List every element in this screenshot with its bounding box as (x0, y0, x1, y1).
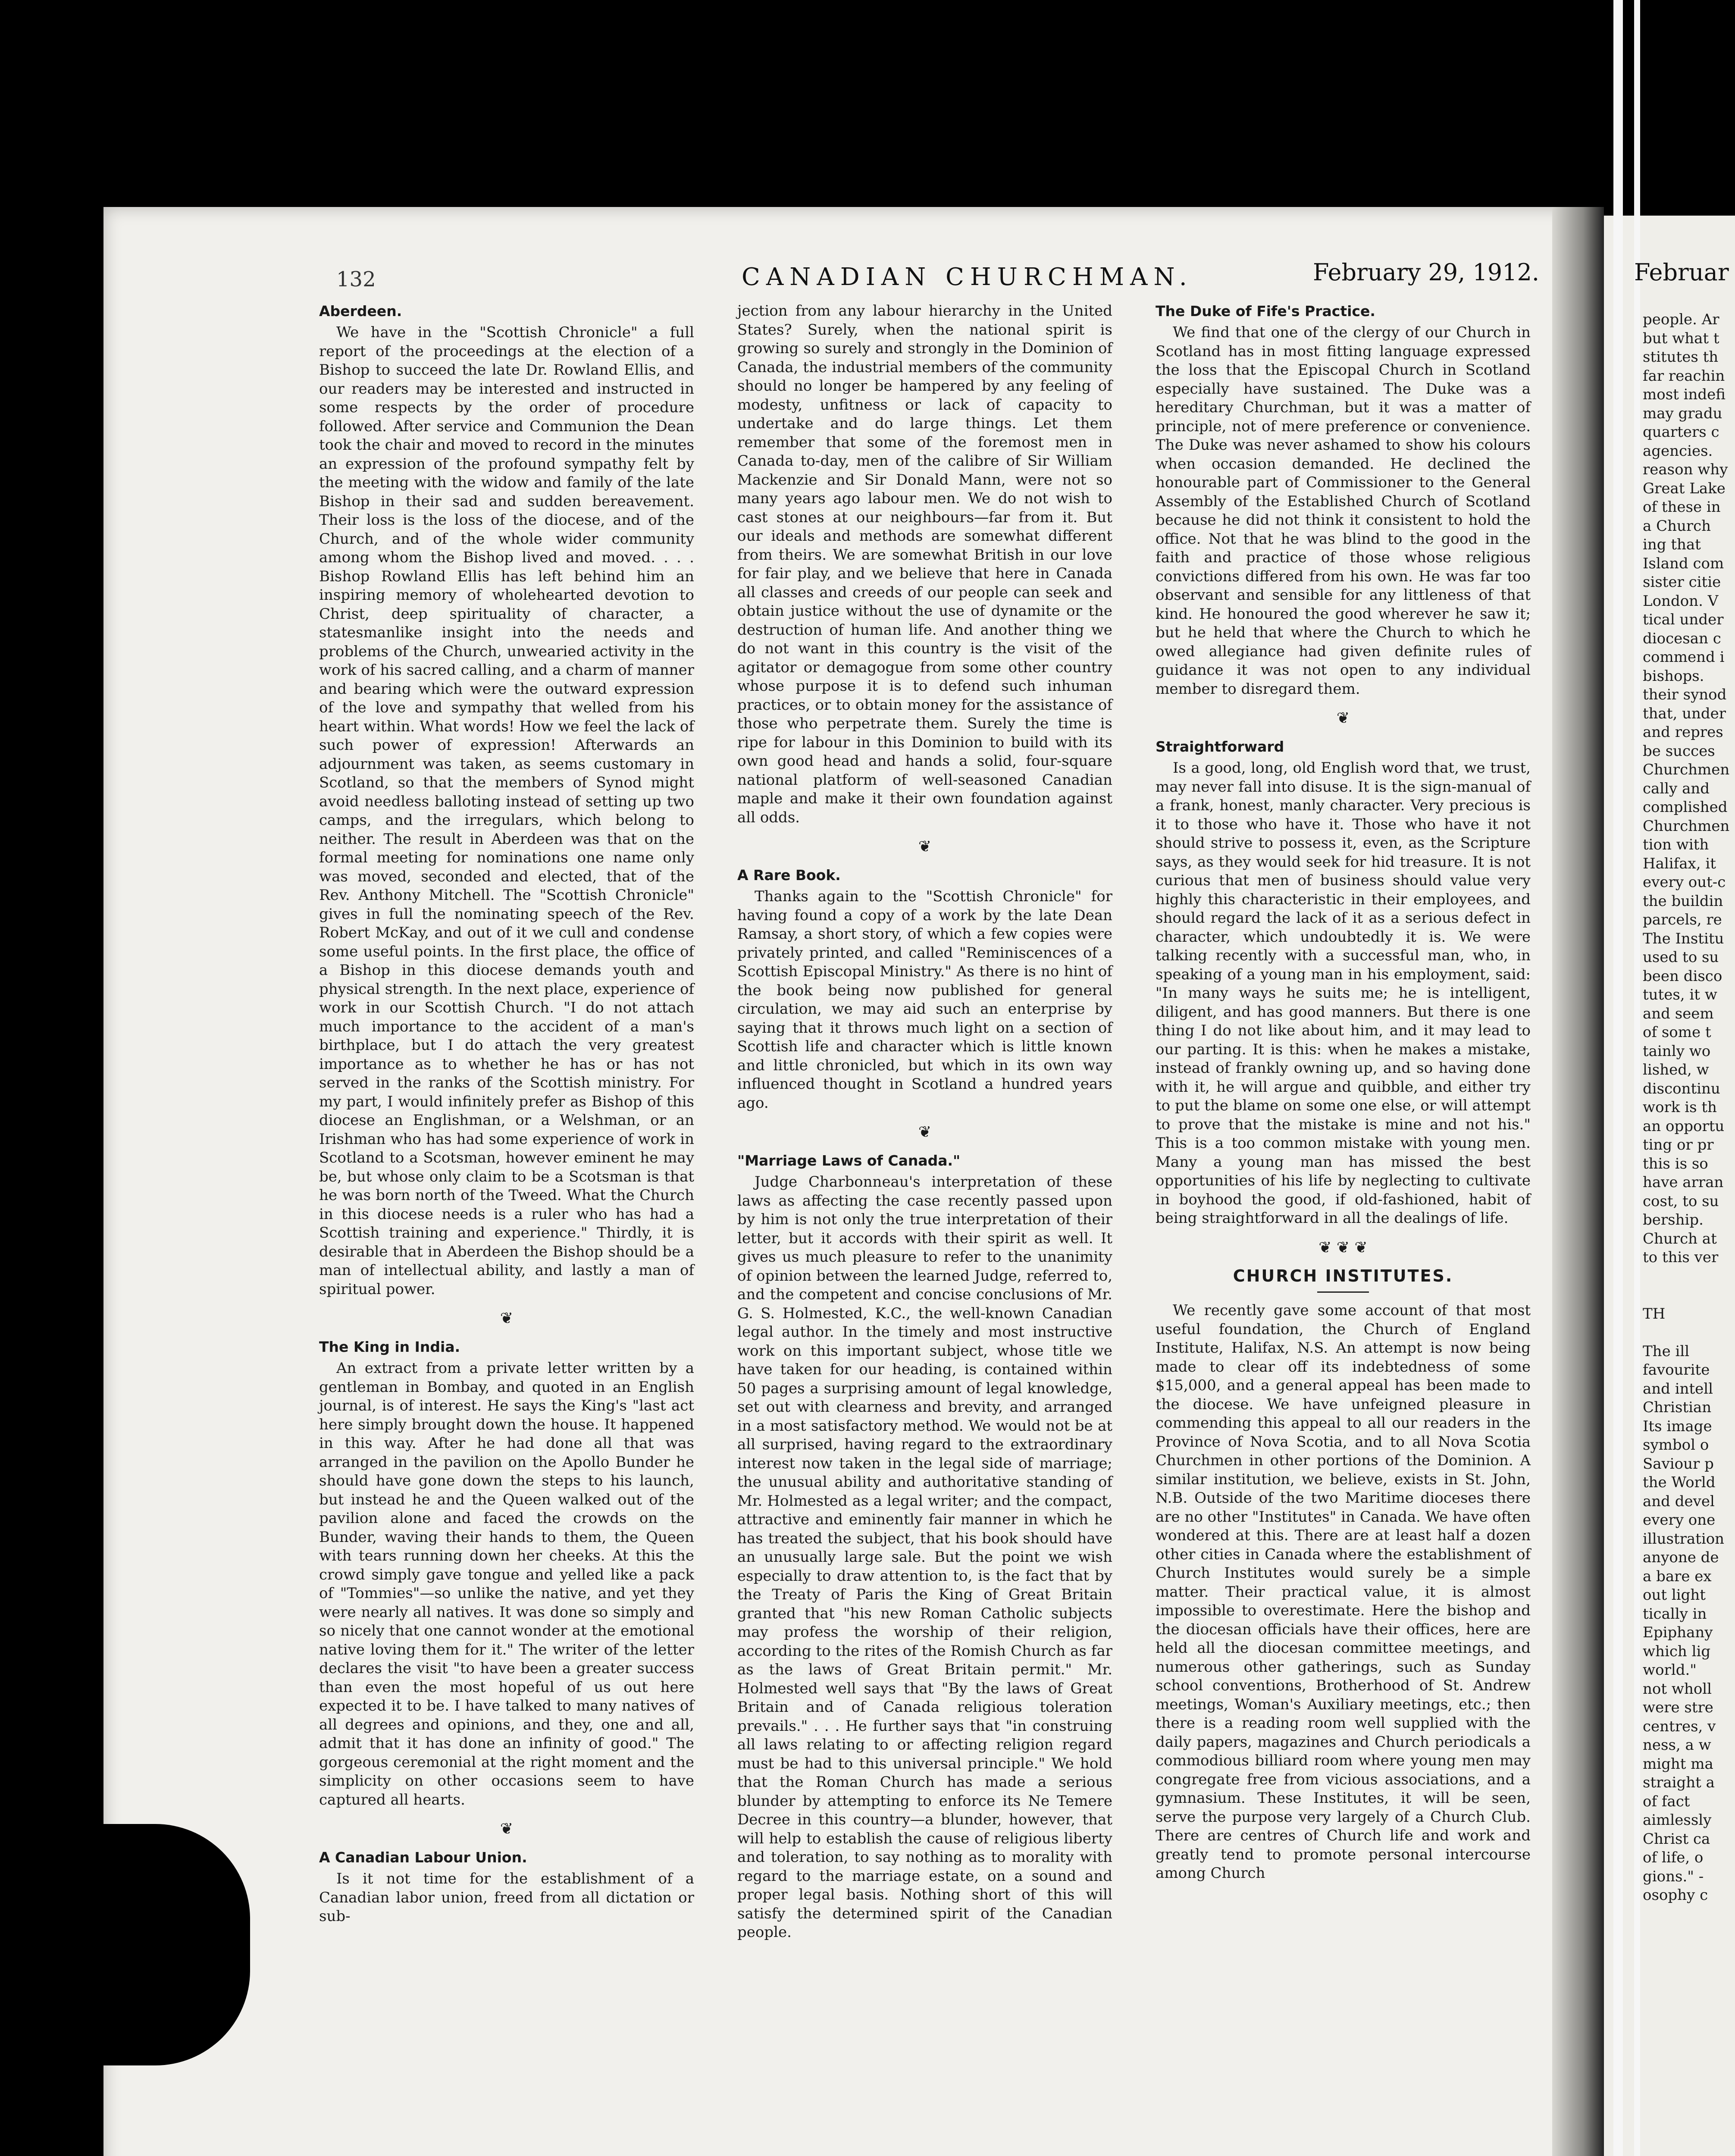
facing-page-line: discontinu (1643, 1080, 1720, 1097)
facing-page-line: Churchmen (1643, 761, 1730, 778)
facing-page-line: anyone de (1643, 1549, 1719, 1566)
facing-page-line: people. Ar (1643, 311, 1719, 328)
article-paragraph: Is it not time for the establishment of a Canadian labor union, freed from all dictation or sub- (319, 1870, 694, 1925)
facing-page-line: a bare ex (1643, 1567, 1712, 1585)
ornament-icon: ❦ (918, 838, 932, 856)
ornament-icon: ❦ (500, 1310, 514, 1327)
facing-page-line: may gradu (1643, 404, 1722, 422)
article-paragraph: An extract from a private letter written by a gentleman in Bombay, and quoted in an English journal, is of interest. He says the King's "last act here simply brought down the house. It happened in this way. After he had done all that was arranged in the pavilion on the Apollo Bunder he should have gone down the steps to his launch, but instead he and the Queen walked out of the pavilion alone and faced the crowds on the Bunder, waving their hands to them, the Queen with tears running down her cheeks. At this the crowd simply gave tongue and yelled like a pack of "Tommies"—so unlike the native, and yet they were nearly all natives. It was done so simply and so nicely that one cannot wonder at the emotional native loving them for it." The writer of the letter declares the visit "to have been a greater success than even the most hopeful of us out here expected it to be. I have talked to many natives of all degrees and opinions, and they, one and all, admit that it has done an infinity of good." The gorgeous ceremonial at the right moment and the simplicity on other occasions seem to have captured all hearts. (319, 1360, 694, 1808)
facing-page-line: the buildin (1643, 892, 1723, 910)
facing-page-line (1643, 1267, 1735, 1286)
facing-page-line: Churchmen (1643, 817, 1730, 835)
facing-page-line: out light (1643, 1586, 1706, 1604)
facing-page-line: London. V (1643, 592, 1719, 610)
facing-page-line: ness, a w (1643, 1736, 1711, 1754)
article-paragraph: Thanks again to the "Scottish Chronicle" for having found a copy of a work by the late Dean Ramsay, a short story, of which a few copies were privately printed, and called "Reminiscences of a Scottish Episcopal Ministry." As there is no hint of the book being now published for general circulation, we may aid such an enterprise by saying that it throws much light on a section of Scottish life and character which is little known and little chronicled, but which in its own way influenced thought in Scotland a hundred years ago. (737, 888, 1112, 1112)
facing-page-line: every out-c (1643, 874, 1726, 891)
column-1 (319, 302, 694, 1926)
facing-page-line: tainly wo (1643, 1042, 1711, 1060)
facing-page-line: Christ ca (1643, 1830, 1710, 1848)
facing-page-line: Saviour p (1643, 1455, 1714, 1473)
facing-page-line: tically in (1643, 1605, 1707, 1623)
facing-page-line: and intell (1643, 1380, 1713, 1398)
facing-page-line: TH (1643, 1305, 1666, 1322)
article-heading: A Rare Book. (737, 867, 841, 884)
scanner-thumb (95, 1824, 250, 2065)
facing-page-line: the World (1643, 1474, 1716, 1491)
facing-page-line: Halifax, it (1643, 855, 1716, 872)
facing-page-line: sister citie (1643, 573, 1721, 591)
facing-page-line: ting or pr (1643, 1136, 1714, 1153)
facing-page-line: of life, o (1643, 1849, 1704, 1866)
binding-strip (1613, 0, 1623, 2156)
facing-page-line: illustration (1643, 1530, 1725, 1548)
facing-page-line: far reachin (1643, 367, 1725, 385)
article-paragraph: Judge Charbonneau's interpretation of these laws as affecting the case recently passed upon by him is not only the true interpretation of their letter, but it accords with their spirit as well. It gives us much pleasure to refer to the unanimity of opinion between the learned Judge, referred to, and the competent and concise conclusions of Mr. G. S. Holmested, K.C., the well-known Canadian legal author. In the timely and most instructive work on this important subject, whose title we have taken for our heading, is contained within 50 pages a surprising amount of legal knowledge, set out with clearness and brevity, and arranged in a most satisfactory method. We would not be at all surprised, having regard to the extraordinary interest now taken in the legal side of marriage; the unusual ability and authoritative standing of Mr. Holmested as a legal writer; and the compact, attractive and eminently fair manner in which he has treated the subject, that his book should have an unusually large sale. But the point we wish especially to draw attention to, is the fact that by the Treaty of Paris the King of Great Britain granted that "his new Roman Catholic subjects may profess the worship of their religion, according to the rites of the Romish Church as far as the laws of Great Britain permit." Mr. Holmested well says that "By the laws of Great Britain and of Canada religious toleration prevails." . . . He further says that "in construing all laws relating to or affecting religion regard must be had to this universal principle." We hold that the Roman Church has made a serious blunder by attempting to enforce its Ne Temere Decree in this country—a blunder, however, that will help to establish the cause of religious liberty and toleration, to say nothing as to morality with regard to the marriage estate, on a sound and proper legal basis. Nothing short of this will satisfy the determined spirit of the Canadian people. (737, 1173, 1112, 1941)
facing-page-line: have arran (1643, 1174, 1724, 1191)
facing-page-line: centres, v (1643, 1717, 1716, 1735)
facing-page-line: ing that (1643, 536, 1701, 553)
ornament-icon: ❦ (500, 1820, 514, 1838)
facing-page-line: agencies. (1643, 442, 1713, 460)
facing-page-line: be succes (1643, 742, 1715, 760)
facing-page-column (1643, 310, 1735, 1905)
page-header (310, 259, 1539, 298)
facing-page-line: Epiphany (1643, 1624, 1713, 1641)
facing-page-line: which lig (1643, 1642, 1711, 1660)
article-paragraph: We have in the "Scottish Chronicle" a full report of the proceedings at the election of a Bishop to succeed the late Dr. Rowland Ellis, and our readers may be interested and instructed in some respects by the order of procedure followed. After service and Communion the Dean took the chair and moved to record in the minutes an expression of the profound sympathy felt by the meeting with the widow and family of the late Bishop in their sad and sudden bereavement. Their loss is the loss of the diocese, and of the Church, and of the whole wider community among whom the Bishop lived and moved. . . . Bishop Rowland Ellis has left behind him an inspiring memory of wholehearted devotion to Christ, deep spirituality of character, a statesmanlike insight into the needs and problems of the Church, unwearied activity in the work of his sacred calling, and a charm of manner and bearing which were the outward expression of the love and sympathy that welled from his heart within. What words! How we feel the lack of such power of expression! Afterwards an adjournment was taken, as seems customary in Scotland, so that the members of Synod might avoid needless balloting instead of setting up two camps, and the irregulars, which belong to neither. The result in Aberdeen was that on the formal meeting for nominations one name only was moved, seconded and elected, that of the Rev. Anthony Mitchell. The "Scottish Chronicle" gives in full the nominating speech of the Rev. Robert McKay, and out of it we cull and condense some useful points. In the first place, the office of a Bishop in this diocese demands youth and physical strength. In the next place, experience of work in our Scottish Church. "I do not attach much importance to the accident of a man's birthplace, but I do attach the very greatest importance as to whether he has or has not served in the ranks of the Scottish ministry. For my part, I would infinitely prefer as Bishop of this diocese an Englishman, or a Welshman, or an Irishman who has had some experience of work in Scotland to a Scotsman, however eminent he may be, but whose only claim to be a Scotsman is that he was born north of the Tweed. What the Church in this diocese needs is a ruler who has had a Scottish training and experience." Thirdly, it is desirable that in Aberdeen the Bishop should be a man of intellectual ability, and lastly a man of spiritual power. (319, 324, 694, 1298)
facing-page-line: work is th (1643, 1099, 1717, 1116)
facing-page-line: most indefi (1643, 386, 1726, 403)
triple-ornament-icon: ❦ ❦ ❦ (1318, 1238, 1368, 1257)
column-2 (737, 302, 1112, 1942)
facing-page-line: quarters c (1643, 423, 1719, 441)
facing-page-line: bership. (1643, 1211, 1704, 1228)
ornament-icon: ❦ (918, 1123, 932, 1141)
facing-page-line: The ill (1643, 1342, 1690, 1360)
facing-page-line: of these in (1643, 498, 1721, 516)
facing-page-line: to this ver (1643, 1249, 1719, 1266)
facing-page-line (1643, 1286, 1735, 1305)
facing-page-line: diocesan c (1643, 630, 1721, 647)
facing-page-date: Februar (1634, 259, 1729, 286)
facing-page-line: Great Lake (1643, 479, 1726, 497)
article-heading: Aberdeen. (319, 303, 402, 320)
facing-page-line: complished (1643, 799, 1728, 816)
facing-page-line: straight a (1643, 1774, 1715, 1791)
article-heading: The King in India. (319, 1338, 460, 1355)
facing-page-line: reason why (1643, 461, 1728, 478)
facing-page-line: were stre (1643, 1699, 1713, 1716)
facing-page-line: gions." - (1643, 1868, 1704, 1885)
facing-page-line: and devel (1643, 1492, 1715, 1510)
article-paragraph: Is a good, long, old English word that, we trust, may never fall into disuse. It is the sign-manual of a frank, honest, manly character. Very precious is it to those who have it. Those who have it not should strive to possess it, even, as the Scripture says, as they would seek for hid treasure. It is not curious that men of business should value very highly this characteristic in their employees, and should regard the lack of it as a serious defect in character, which undoubtedly it is. We were talking recently with a successful man, who, in speaking of a young man in his employment, said: "In many ways he suits me; he is intelligent, diligent, and has good manners. But there is one thing I do not like about him, and it may lead to our parting. It is this: when he makes a mistake, instead of frankly owning up, and so having done with it, he will argue and quibble, and either try to put the blame on some one else, or will attempt to prove that the mistake is mine and not his." This is a too common mistake with young men. Many a young man has missed the best opportunities of his life by neglecting to cultivate in boyhood the good, if old-fashioned, habit of being straightforward in all the dealings of life. (1156, 759, 1531, 1227)
section-heading: CHURCH INSTITUTES. (1156, 1267, 1531, 1293)
facing-page-line: and repres (1643, 724, 1723, 741)
facing-page-line: that, under (1643, 705, 1726, 722)
facing-page-line: used to su (1643, 949, 1719, 966)
article-paragraph: We recently gave some account of that most useful foundation, the Church of England Institute, Halifax, N.S. An attempt is now being made to clear off its indebtedness of some $15,000, and a general appeal has been made to the diocese. We have unfeigned pleasure in commending this appeal to all our readers in the Province of Nova Scotia, and to all Nova Scotia Churchmen in other portions of the Dominion. A similar institution, we believe, exists in St. John, N.B. Outside of the two Maritime dioceses there are no other "Institutes" in Canada. We have often wondered at this. There are at least half a dozen other cities in Canada where the establishment of Church Institutes would surely be a simple matter. Their practical value, it is almost impossible to overestimate. Here the bishop and the diocesan officials have their offices, here are held all the diocesan committee meetings, and numerous other gatherings, such as Sunday school conventions, Brotherhood of St. Andrew meetings, Woman's Auxiliary meetings, etc.; then there is a reading room well supplied with the daily papers, magazines and Church periodicals a commodious billiard room where young men may congregate free from vicious associations, and a gymnasium. These Institutes, it will be seen, serve the purpose very largely of a Church Club. There are centres of Church life and work and greatly tend to promote personal intercourse among Church (1156, 1302, 1531, 1882)
facing-page-line: tutes, it w (1643, 986, 1717, 1003)
issue-date: February 29, 1912. (1313, 259, 1539, 286)
facing-page-line: an opportu (1643, 1117, 1725, 1135)
facing-page-line: a Church (1643, 517, 1711, 535)
facing-page-line: every one (1643, 1511, 1716, 1529)
article-paragraph: We find that one of the clergy of our Church in Scotland has in most fitting language expressed the loss that the Episcopal Church in Scotland especially have sustained. The Duke was a hereditary Churchman, but it was a matter of principle, not of mere preference or convenience. The Duke was never ashamed to show his colours when occasion demanded. He declined the honourable part of Commissioner to the General Assembly of the Established Church of Scotland because he did not think it consistent to hold the office. Not that he was blind to the good in the faith and practice of those whose religious convictions differed from his own. He was far too observant and sensible for any littleness of that kind. He honoured the good wherever he saw it; but he held that where the Church to which he owed allegiance had given definite rules of guidance it was not open to any individual member to disregard them. (1156, 324, 1531, 698)
facing-page-line: tion with (1643, 836, 1709, 853)
facing-page-line: lished, w (1643, 1061, 1709, 1078)
binding-strip (1634, 0, 1640, 2156)
facing-page-line: aimlessly (1643, 1811, 1712, 1829)
article-heading: Straightforward (1156, 738, 1284, 755)
book-gutter (1552, 207, 1604, 2156)
publication-title: CANADIAN CHURCHMAN. (742, 263, 1193, 291)
facing-page-line: favourite (1643, 1361, 1710, 1379)
facing-page-line: cost, to su (1643, 1192, 1719, 1210)
facing-page-line: Church at (1643, 1230, 1717, 1247)
facing-page-line: world." (1643, 1661, 1697, 1679)
facing-page-line: been disco (1643, 967, 1722, 985)
facing-page-line: commend i (1643, 649, 1725, 666)
article-heading: "Marriage Laws of Canada." (737, 1152, 961, 1169)
facing-page-line: but what t (1643, 329, 1719, 347)
facing-page-line: might ma (1643, 1755, 1713, 1773)
article-paragraph: jection from any labour hierarchy in the United States? Surely, when the national spirit is growing so surely and strongly in the Dominion of Canada, the industrial members of the community should no longer be hampered by any feeling of modesty, unfitness or lack of capacity to undertake and do large things. Let them remember that some of the foremost men in Canada to-day, men of the calibre of Sir William Mackenzie and Sir Donald Mann, were not so many years ago labour men. We do not wish to cast stones at our neighbours—far from it. But our ideals and methods are somewhat different from theirs. We are somewhat British in our love for fair play, and we believe that here in Canada all classes and creeds of our people can seek and obtain justice without the use of dynamite or the destruction of human life. And another thing we do not want in this country is the visit of the agitator or demagogue from some other country whose purpose it is to defend such inhuman practices, or to obtain money for the assistance of those who perpetrate them. Surely the time is ripe for labour in this Dominion to build with its own good head and hands a solid, four-square national platform of well-seasoned Canadian maple and make it their own foundation against all odds. (737, 302, 1112, 826)
facing-page-line: parcels, re (1643, 911, 1722, 928)
column-3 (1156, 302, 1531, 1883)
article-heading: The Duke of Fife's Practice. (1156, 303, 1375, 320)
facing-page-line: of fact (1643, 1792, 1690, 1810)
facing-page-line: cally and (1643, 780, 1710, 797)
facing-page-line: tical under (1643, 611, 1724, 628)
facing-page-line: and seem (1643, 1005, 1714, 1022)
article-heading: A Canadian Labour Union. (319, 1849, 527, 1866)
facing-page-line: Its image (1643, 1417, 1712, 1435)
facing-page-line: not wholl (1643, 1680, 1712, 1698)
facing-page-line: stitutes th (1643, 348, 1719, 366)
facing-page-line: Christian (1643, 1399, 1712, 1416)
page-number: 132 (336, 267, 376, 291)
facing-page-line: bishops. (1643, 667, 1704, 685)
facing-page-line: Island com (1643, 555, 1724, 572)
facing-page-line: The Institu (1643, 930, 1724, 947)
ornament-icon: ❦ (1336, 709, 1350, 727)
facing-page-line: this is so (1643, 1155, 1708, 1172)
facing-page-line (1643, 1323, 1735, 1342)
facing-page-line: their synod (1643, 686, 1727, 703)
facing-page-line: osophy c (1643, 1887, 1708, 1904)
facing-page-line: symbol o (1643, 1436, 1709, 1454)
facing-page-line: of some t (1643, 1024, 1711, 1041)
